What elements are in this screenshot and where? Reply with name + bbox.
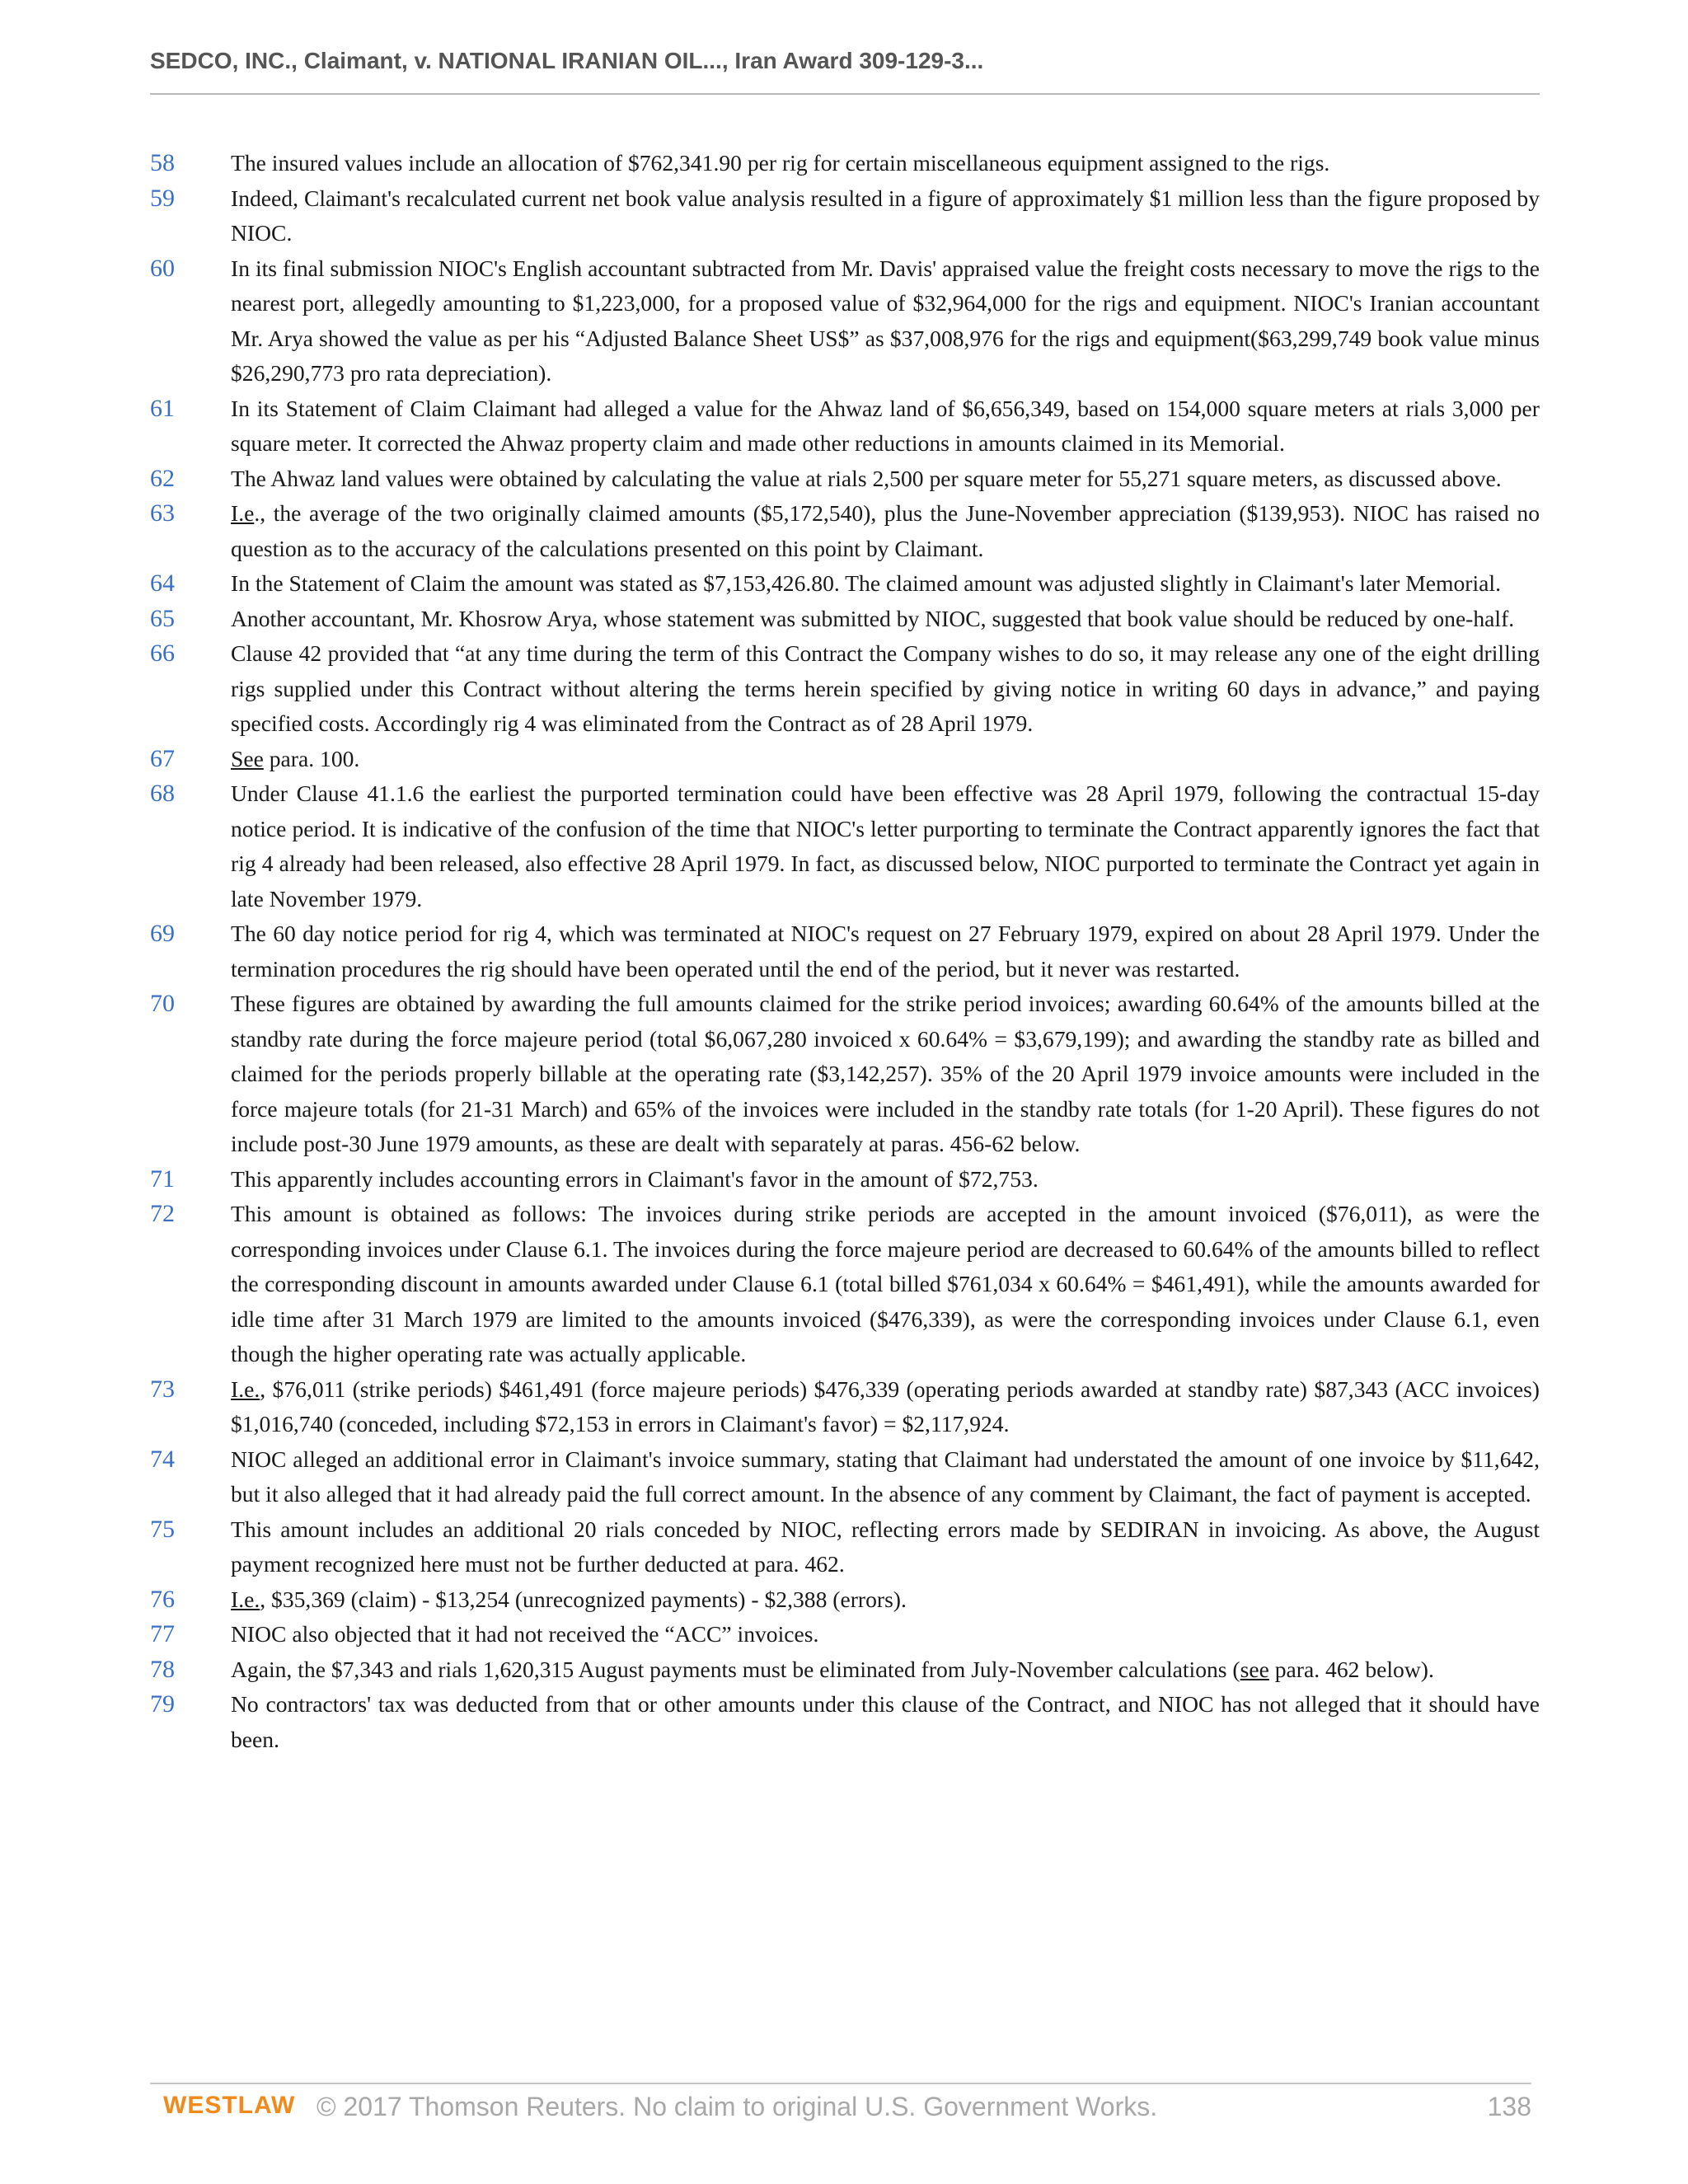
citation-signal: I.e [231,500,255,526]
footnote-text [231,742,1540,777]
footnote-text-run: The Ahwaz land values were obtained by calculating the value at rials 2,500 per square meter for 55,271 square meters, as discussed above. [231,465,1502,491]
footnote-number-link[interactable]: 72 [150,1200,175,1227]
footnote-text-run: NIOC alleged an additional error in Claimant's invoice summary, stating that Claimant had understated the amount of one invoice by $11,642, but it also alleged that it had already paid the full correct amount. In the absence of any comment by Claimant, the fact of payment is accepted. [231,1446,1540,1507]
footnote-number-link[interactable]: 61 [150,394,175,422]
footnote-text-run: This apparently includes accounting errors in Claimant's favor in the amount of $72,753. [231,1165,1039,1192]
footnote-text [231,1582,1540,1618]
footnote-item [150,1372,1540,1442]
footnote-text [231,251,1540,391]
footnote-text [231,1372,1540,1442]
footnote-number-link[interactable]: 73 [150,1375,175,1403]
footnote-text-run: In its Statement of Claim Claimant had alleged a value for the Ahwaz land of $6,656,349, based on 154,000 square meters at rials 3,000 per square meter. It corrected the Ahwaz property claim and made other reductions in amounts claimed in its Memorial. [231,395,1540,456]
footnote-text-run: These figures are obtained by awarding the full amounts claimed for the strike period invoices; awarding 60.64% of the amounts billed at the standby rate during the force majeure period (total $6,067,280 invoiced x 60.64% = $3,679,199); and awarding the standby rate as billed and claimed for the periods properly billable at the operating rate ($3,142,257). 35% of the 20 April 1979 invoice amounts were included in the force majeure totals (for 21-31 March) and 65% of the invoices were included in the standby rate totals (for 1-20 April). These figures do not include post-30 June 1979 amounts, as these are dealt with separately at paras. 456-62 below. [231,991,1540,1156]
footnote-item [150,916,1540,987]
copyright-notice: © 2017 Thomson Reuters. No claim to original U.S. Government Works. [316,2092,1158,2121]
footnote-text [231,1162,1540,1197]
citation-signal: See [231,745,264,771]
footnote-number-link[interactable]: 65 [150,604,175,632]
footnote-item [150,776,1540,916]
footnote-item [150,1652,1540,1688]
footnote-text-run: No contractors' tax was deducted from that or other amounts under this clause of the Contract, and NIOC has not alleged that it should have been. [231,1691,1540,1752]
footnote-text-run: Again, the $7,343 and rials 1,620,315 August payments must be eliminated from July-November calculations ( [231,1656,1240,1682]
footnote-text-run: ., the average of the two originally claimed amounts ($5,172,540), plus the June-November appreciation ($139,953). NIOC has raised no question as to the accuracy of the calculations presented on this point by Claimant. [231,500,1540,561]
footnote-number-link[interactable]: 79 [150,1690,175,1718]
footnote-text [231,776,1540,916]
footnote-text-run: para. 462 below). [1268,1656,1434,1682]
footnote-number-link[interactable]: 76 [150,1585,175,1613]
footnote-text [231,496,1540,566]
footnote-text-run: In its final submission NIOC's English accountant subtracted from Mr. Davis' appraised value the freight costs necessary to move the rigs to the nearest port, allegedly amounting to $1,223,000, for a proposed value of $32,964,000 for the rigs and equipment. NIOC's Iranian accountant Mr. Arya showed the value as per his “Adjusted Balance Sheet US$” as $37,008,976 for the rigs and equipment($63,299,749 book value minus $26,290,773 pro rata depreciation). [231,255,1540,386]
footnote-number-link[interactable]: 75 [150,1515,175,1543]
footnote-text [231,1197,1540,1372]
footnote-number-link[interactable]: 68 [150,780,175,807]
footnote-text-run: The insured values include an allocation of $762,341.90 per rig for certain miscellaneous equipment assigned to the rigs. [231,150,1330,176]
footnote-text-run: , $76,011 (strike periods) $461,491 (force majeure periods) $476,339 (operating periods awarded at standby rate) $87,343 (ACC invoices) $1,016,740 (conceded, including $72,153 in errors in Claimant's favor) = $2,117,924. [231,1376,1540,1436]
footnote-item [150,602,1540,637]
footnote-text-run: , $35,369 (claim) - $13,254 (unrecognized payments) - $2,388 (errors). [260,1586,907,1612]
citation-signal: see [1240,1656,1269,1682]
footnote-text-run: NIOC also objected that it had not received the “ACC” invoices. [231,1621,819,1647]
footnote-number-link[interactable]: 77 [150,1620,175,1647]
footnote-text [231,636,1540,742]
footnote-number-link[interactable]: 78 [150,1655,175,1683]
footnote-text-run: Clause 42 provided that “at any time during the term of this Contract the Company wishes to do so, it may release any one of the eight drilling rigs supplied under this Contract without altering the terms herein specified by giving notice in writing 60 days in advance,” and paying specified costs. Accordingly rig 4 was eliminated from the Contract as of 28 April 1979. [231,640,1540,736]
footnote-text [231,1512,1540,1582]
footnote-text [231,566,1540,602]
header-divider [150,93,1540,95]
footnote-text-run: The 60 day notice period for rig 4, which was terminated at NIOC's request on 27 February 1979, expired on about 28 April 1979. Under the termination procedures the rig should have been operated until the end of the period, but it never was restarted. [231,921,1540,982]
footnote-item [150,566,1540,602]
footnote-item [150,1442,1540,1512]
document-title: SEDCO, INC., Claimant, v. NATIONAL IRANIAN OIL..., Iran Award 309-129-3... [150,48,984,73]
footnote-text-run: This amount is obtained as follows: The invoices during strike periods are accepted in the amount invoiced ($76,011), as were the corresponding invoices under Clause 6.1. The invoices during the force majeure period are decreased to 60.64% of the amounts billed to reflect the corresponding discount in amounts awarded under Clause 6.1 (total billed $761,034 x 60.64% = $461,491), while the amounts awarded for idle time after 31 March 1979 are limited to the amounts invoiced ($476,339), as were the corresponding invoices under Clause 6.1, even though the higher operating rate was actually applicable. [231,1201,1540,1366]
footer-divider [150,2083,1531,2084]
footnote-item [150,146,1540,181]
footnote-number-link[interactable]: 71 [150,1165,175,1193]
footnote-text-run: This amount includes an additional 20 rials conceded by NIOC, reflecting errors made by SEDIRAN in invoicing. As above, the August payment recognized here must not be further deducted at para. 462. [231,1516,1540,1577]
footnote-item [150,391,1540,462]
footnote-text [231,602,1540,637]
footnote-number-link[interactable]: 66 [150,640,175,667]
footnote-item [150,496,1540,566]
footnote-number-link[interactable]: 67 [150,744,175,772]
footnote-item [150,987,1540,1162]
westlaw-logo: WESTLAW [163,2092,296,2119]
footnote-number-link[interactable]: 70 [150,990,175,1017]
citation-signal: I.e. [231,1376,260,1402]
footnote-item [150,1687,1540,1757]
footnote-text-run: para. 100. [263,745,360,771]
footnote-text-run: In the Statement of Claim the amount was stated as $7,153,426.80. The claimed amount was adjusted slightly in Claimant's later Memorial. [231,570,1501,596]
citation-signal: I.e. [231,1586,260,1612]
footnote-text [231,1687,1540,1757]
page-footer [163,2092,1531,2128]
footnote-item [150,1582,1540,1618]
footnote-item [150,251,1540,391]
footnote-text [231,391,1540,462]
footnote-text [231,1652,1540,1688]
footnote-item [150,1162,1540,1197]
footnotes-list [150,146,1540,1757]
footnote-text [231,181,1540,251]
footnote-number-link[interactable]: 60 [150,254,175,282]
footnote-number-link[interactable]: 59 [150,184,175,212]
footnote-item [150,1617,1540,1652]
footnote-text-run: Under Clause 41.1.6 the earliest the purported termination could have been effective was 28 April 1979, following the contractual 15-day notice period. It is indicative of the confusion of the time that NIOC's letter purporting to terminate the Contract apparently ignores the fact that rig 4 already had been released, also effective 28 April 1979. In fact, as discussed below, NIOC purported to terminate the Contract yet again in late November 1979. [231,780,1540,912]
footnote-text-run: Another accountant, Mr. Khosrow Arya, whose statement was submitted by NIOC, suggested that book value should be reduced by one-half. [231,605,1515,631]
footnote-number-link[interactable]: 63 [150,499,175,527]
footnote-text-run: Indeed, Claimant's recalculated current net book value analysis resulted in a figure of approximately $1 million less than the figure proposed by NIOC. [231,185,1540,246]
footnote-text [231,146,1540,181]
footnote-item [150,1197,1540,1372]
footnote-number-link[interactable]: 69 [150,920,175,947]
footnote-item [150,742,1540,777]
footnote-item [150,1512,1540,1582]
footnote-number-link[interactable]: 64 [150,569,175,597]
footnote-item [150,636,1540,742]
footnote-text [231,462,1540,497]
page-number: 138 [1487,2092,1531,2121]
footnote-text [231,1617,1540,1652]
footnote-number-link[interactable]: 58 [150,149,175,176]
footnote-text [231,1442,1540,1512]
footnote-text [231,916,1540,987]
footnote-number-link[interactable]: 74 [150,1445,175,1473]
footnote-item [150,181,1540,251]
footnote-number-link[interactable]: 62 [150,464,175,492]
footnote-text [231,987,1540,1162]
footnote-item [150,462,1540,497]
